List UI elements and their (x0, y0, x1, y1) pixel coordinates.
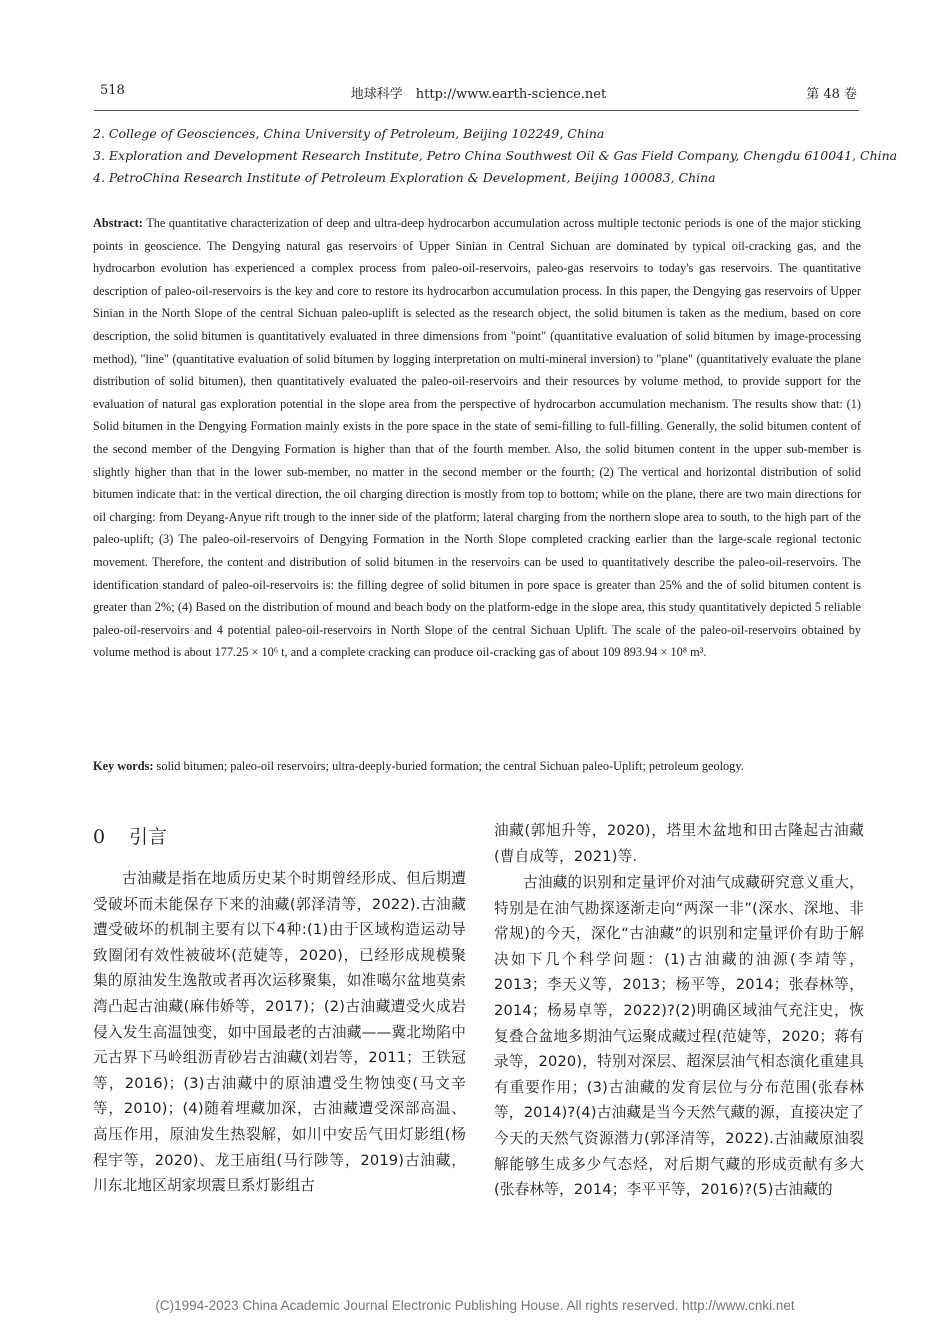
affiliation-2: 2. College of Geosciences, China University of Petroleum, Beijing 102249, China (93, 126, 605, 141)
section-heading (93, 822, 167, 849)
intro-paragraph-left: 古油藏是指在地质历史某个时期曾经形成、但后期遭受破坏而未能保存下来的油藏(郭泽清等，2022).古油藏遭受破坏的机制主要有以下4种:(1)由于区域构造运动导致圈闭有效性被破坏(范婕等，2020)，已经形成规模聚集的原油发生逸散或者再次运移聚集，如准噶尔盆地莫索湾凸起古油藏(麻伟娇等，2017)；(2)古油藏遭受火成岩侵入发生高温蚀变，如中国最老的古油藏——冀北坳陷中元古界下马岭组沥青砂岩古油藏(刘岩等，2011；王铁冠等，2016)；(3)古油藏中的原油遭受生物蚀变(马文辛等，2010)；(4)随着埋藏加深，古油藏遭受深部高温、高压作用，原油发生热裂解，如川中安岳气田灯影组(杨程宇等，2020)、龙王庙组(马行陟等，2019)古油藏，川东北地区胡家坝震旦系灯影组古 (93, 870, 466, 1195)
journal-name: 地球科学 http://www.earth-science.net (350, 87, 607, 102)
abstract-text: The quantitative characterization of deep and ultra-deep hydrocarbon accumulation across multiple tectonic periods is one of the major sticking points in geoscience. The Dengying natural gas reservoirs of Upper Sinian in Central Sichuan are dominated by typical oil-cracking gas, and the hydrocarbon evolution has experienced a complex process from paleo-oil-reservoirs, paleo-gas reservoirs to today's gas reservoirs. The quantitative description of paleo-oil-reservoirs is the key and core to restore its hydrocarbon accumulation process. In this paper, the Dengying gas reservoirs of Upper Sinian in the North Slope of the central Sichuan paleo-uplift is selected as the research object, the solid bitumen is taken as the medium, based on core description, the solid bitumen is quantitatively evaluated in three dimensions from "point" (quantitative evaluation of solid bitumen by image-processing method), "line" (quantitative evaluation of solid bitumen by logging interpretation on multi-mineral inversion) to "plane" (quantitatively evaluate the plane distribution of solid bitumen), then quantitatively evaluated the paleo-oil-reservoirs and their resources by volume method, to provide support for the evaluation of natural gas exploration potential in the slope area from the perspective of hydrocarbon accumulation mechanism. The results show that: (1) Solid bitumen in the Dengying Formation mainly exists in the pore space in the state of semi-filling to full-filling. Generally, the solid bitumen content of the second member of the Dengying Formation is higher than that of the fourth member. Also, the solid bitumen content in the upper sub-member is slightly higher than that in the lower sub-member, no matter in the second member or the fourth; (2) The vertical and horizontal distribution of solid bitumen indicate that: in the vertical direction, the oil charging direction is mostly from top to bottom; while on the plane, there are two main directions for oil charging: from Deyang-Anyue rift trough to the inner side of the platform; lateral charging from the northern slope area to south, to the high part of the paleo-uplift; (3) The paleo-oil-reservoirs of Dengying Formation in the North Slope completed cracking earlier than the large-scale regional tectonic movement. Therefore, the content and distribution of solid bitumen in the reservoirs can be used to quantitatively describe the paleo-oil-reservoirs. The identification standard of paleo-oil-reservoirs is: the filling degree of solid bitumen in pore space is greater than 25% and the of solid bitumen content is greater than 2%; (4) Based on the distribution of mound and beach body on the platform-edge in the slope area, this study quantitatively depicted 5 reliable paleo-oil-reservoirs and 4 potential paleo-oil-reservoirs in North Slope of the central Sichuan Uplift. The scale of the paleo-oil-reservoirs obtained by volume method is about 177.25 × 10⁶ t, and a complete cracking can produce oil-cracking gas of about 109 893.94 × 10⁸ m³. (93, 216, 861, 660)
intro-paragraph-right: 古油藏的识别和定量评价对油气成藏研究意义重大，特别是在油气勘探逐渐走向“两深一非”(深水、深地、非常规)的今天，深化“古油藏”的识别和定量评价有助于解决如下几个科学问题：(1)古油藏的油源(李靖等，2013；李天义等，2013；杨平等，2014；张春林等，2014；杨易卓等，2022)?(2)明确区域油气充注史，恢复叠合盆地多期油气运聚成藏过程(范婕等，2020；蒋有录等，2020)，特别对深层、超深层油气相态演化重建具有重要作用；(3)古油藏的发育层位与分布范围(张春林等，2014)?(4)古油藏是当今天然气藏的源，直接决定了今天的天然气资源潜力(郭泽清等，2022).古油藏原油裂解能够生成多少气态烃，对后期气藏的形成贡献有多大(张春林等，2014；李平平等，2016)?(5)古油藏的 (494, 874, 864, 1199)
affiliation-4: 4. PetroChina Research Institute of Petroleum Exploration & Development, Beijing 100083, China (93, 170, 716, 185)
keywords (93, 756, 863, 776)
volume-number: 第 48 卷 (806, 87, 857, 102)
keywords-label: Key words: (93, 759, 154, 773)
copyright-footer: (C)1994-2023 China Academic Journal Electronic Publishing House. All rights reserved. http://www.cnki.net (155, 1298, 795, 1313)
intro-continuation-right: 油藏(郭旭升等，2020)，塔里木盆地和田古隆起古油藏(曹自成等，2021)等. (494, 822, 864, 865)
section-number: 0 (93, 826, 106, 848)
page-number: 518 (100, 83, 125, 98)
running-header (100, 80, 857, 102)
section-title: 引言 (129, 826, 168, 848)
affiliation-3: 3. Exploration and Development Research Institute, Petro China Southwest Oil & Gas Field Company, Chengdu 610041, China (93, 148, 898, 163)
abstract (93, 212, 861, 664)
keywords-text: solid bitumen; paleo-oil reservoirs; ultra-deeply-buried formation; the central Sichuan paleo-Uplift; petroleum geology. (153, 759, 744, 773)
header-rule (94, 110, 859, 111)
abstract-label: Abstract: (93, 216, 143, 230)
